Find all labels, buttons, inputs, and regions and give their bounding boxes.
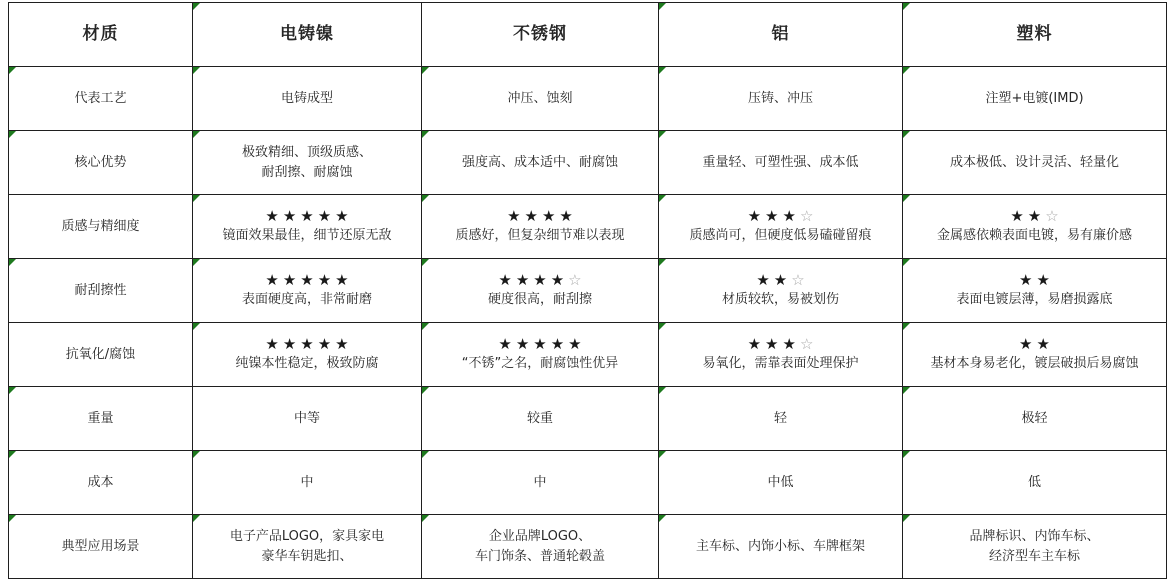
table-cell bbox=[903, 195, 1167, 259]
green-corner-flag-icon bbox=[903, 323, 910, 330]
star-empty-icon: ☆ bbox=[1045, 207, 1063, 226]
row-label-cell bbox=[9, 259, 193, 323]
green-corner-flag-icon bbox=[193, 323, 200, 330]
cell-text: 易氧化，需靠表面处理保护 bbox=[702, 356, 859, 372]
table-cell bbox=[659, 259, 903, 323]
green-corner-flag-icon bbox=[659, 323, 666, 330]
table-cell bbox=[422, 451, 659, 515]
cell-text: 质感尚可，但硬度低易磕碰留痕 bbox=[689, 228, 872, 244]
cell-text: 经济型车主车标 bbox=[988, 548, 1080, 564]
cell-text: 中低 bbox=[767, 474, 794, 490]
green-corner-flag-icon bbox=[193, 3, 200, 10]
green-corner-flag-icon bbox=[9, 515, 16, 522]
cell-text: 表面硬度高，非常耐磨 bbox=[241, 292, 372, 308]
row-label-cell bbox=[9, 195, 193, 259]
header-cell bbox=[903, 3, 1167, 67]
cell-text: “不锈”之名，耐腐蚀性优异 bbox=[461, 356, 619, 372]
green-corner-flag-icon bbox=[903, 3, 910, 10]
green-corner-flag-icon bbox=[422, 451, 429, 458]
table-cell bbox=[659, 387, 903, 451]
cell-text: 极致精细、顶级质感、 bbox=[241, 145, 372, 160]
star-filled-icon: ★★ bbox=[1019, 271, 1054, 290]
row-label: 重量 bbox=[87, 410, 114, 426]
green-corner-flag-icon bbox=[193, 451, 200, 458]
table-cell bbox=[193, 131, 422, 195]
table-cell bbox=[193, 387, 422, 451]
cell-text: 硬度很高，耐刮擦 bbox=[487, 292, 592, 308]
star-empty-icon: ☆ bbox=[799, 207, 818, 226]
table-cell bbox=[422, 259, 659, 323]
cell-text: 成本极低、设计灵活、轻量化 bbox=[949, 154, 1119, 170]
star-rating bbox=[494, 271, 585, 290]
header-label: 铝 bbox=[771, 23, 790, 44]
cell-text: 表面电镀层薄，易磨损露底 bbox=[956, 292, 1113, 308]
cell-text: 企业品牌LOGO、 bbox=[488, 529, 592, 544]
green-corner-flag-icon bbox=[659, 195, 666, 202]
table-cell bbox=[659, 195, 903, 259]
green-corner-flag-icon bbox=[659, 515, 666, 522]
green-corner-flag-icon bbox=[193, 515, 200, 522]
green-corner-flag-icon bbox=[422, 387, 429, 394]
star-filled-icon: ★★★ bbox=[747, 335, 800, 354]
table-cell bbox=[422, 195, 659, 259]
table-cell bbox=[903, 131, 1167, 195]
table-cell bbox=[659, 67, 903, 131]
star-filled-icon: ★★★★ bbox=[498, 271, 569, 290]
row-label: 成本 bbox=[87, 474, 114, 490]
table-cell bbox=[422, 323, 659, 387]
star-empty-icon: ☆ bbox=[799, 335, 818, 354]
table-cell bbox=[903, 259, 1167, 323]
cell-text: 强度高、成本适中、耐腐蚀 bbox=[461, 154, 618, 170]
row-label-cell bbox=[9, 515, 193, 579]
cell-text: 电铸成型 bbox=[280, 90, 333, 106]
row-label-cell bbox=[9, 67, 193, 131]
cell-text: 金属感依赖表面电镀，易有廉价感 bbox=[936, 228, 1132, 244]
star-filled-icon: ★★★ bbox=[747, 207, 800, 226]
green-corner-flag-icon bbox=[903, 131, 910, 138]
cell-text: 镜面效果最佳，细节还原无敌 bbox=[222, 228, 392, 244]
green-corner-flag-icon bbox=[903, 67, 910, 74]
table-cell bbox=[903, 451, 1167, 515]
cell-text: 电子产品LOGO，家具家电 bbox=[229, 529, 385, 544]
row-label: 抗氧化/腐蚀 bbox=[65, 346, 136, 362]
cell-text: 基材本身易老化，镀层破损后易腐蚀 bbox=[930, 356, 1139, 372]
green-corner-flag-icon bbox=[422, 131, 429, 138]
cell-text: 较重 bbox=[526, 410, 553, 426]
cell-text: 主车标、内饰小标、车牌框架 bbox=[695, 538, 865, 554]
table-cell bbox=[193, 451, 422, 515]
table-cell bbox=[903, 67, 1167, 131]
row-label: 核心优势 bbox=[74, 154, 127, 170]
star-empty-icon: ☆ bbox=[791, 271, 809, 290]
star-rating bbox=[744, 207, 818, 226]
star-filled-icon: ★★★★★ bbox=[265, 271, 353, 290]
star-empty-icon: ☆ bbox=[568, 271, 586, 290]
table-cell bbox=[193, 515, 422, 579]
cell-text: 中 bbox=[533, 474, 547, 490]
green-corner-flag-icon bbox=[903, 195, 910, 202]
cell-text: 车门饰条、普通轮毂盖 bbox=[474, 548, 605, 564]
cell-text: 低 bbox=[1027, 474, 1041, 490]
cell-text: 耐刮擦、耐腐蚀 bbox=[261, 164, 353, 180]
cell-text: 压铸、冲压 bbox=[747, 90, 813, 106]
material-comparison-table bbox=[8, 2, 1167, 579]
green-corner-flag-icon bbox=[659, 3, 666, 10]
star-rating bbox=[261, 207, 352, 226]
star-rating bbox=[1015, 271, 1054, 290]
star-rating bbox=[1006, 207, 1062, 226]
cell-text: 重量轻、可塑性强、成本低 bbox=[702, 154, 859, 170]
green-corner-flag-icon bbox=[903, 515, 910, 522]
header-label: 电铸镍 bbox=[280, 23, 334, 44]
green-corner-flag-icon bbox=[422, 259, 429, 266]
green-corner-flag-icon bbox=[903, 451, 910, 458]
header-cell bbox=[659, 3, 903, 67]
row-label-cell bbox=[9, 387, 193, 451]
green-corner-flag-icon bbox=[422, 323, 429, 330]
row-label: 质感与精细度 bbox=[61, 218, 140, 234]
row-label-cell bbox=[9, 451, 193, 515]
green-corner-flag-icon bbox=[193, 131, 200, 138]
star-filled-icon: ★★ bbox=[1010, 207, 1046, 226]
row-label: 耐刮擦性 bbox=[74, 282, 127, 298]
cell-text: 材质较软，易被划伤 bbox=[721, 292, 839, 308]
table-cell bbox=[422, 387, 659, 451]
table-cell bbox=[193, 259, 422, 323]
star-filled-icon: ★★★★★ bbox=[498, 335, 586, 354]
table-cell bbox=[193, 195, 422, 259]
star-rating bbox=[503, 207, 577, 226]
header-label: 不锈钢 bbox=[513, 23, 567, 44]
star-rating bbox=[752, 271, 808, 290]
cell-text: 品牌标识、内饰车标、 bbox=[969, 529, 1100, 544]
row-label: 典型应用场景 bbox=[61, 538, 140, 554]
table-cell bbox=[422, 515, 659, 579]
green-corner-flag-icon bbox=[659, 131, 666, 138]
cell-text: 轻 bbox=[773, 410, 787, 426]
table-cell bbox=[193, 323, 422, 387]
green-corner-flag-icon bbox=[659, 451, 666, 458]
green-corner-flag-icon bbox=[903, 387, 910, 394]
green-corner-flag-icon bbox=[193, 195, 200, 202]
header-cell bbox=[193, 3, 422, 67]
header-label: 塑料 bbox=[1016, 23, 1053, 44]
table-cell bbox=[659, 131, 903, 195]
header-cell bbox=[422, 3, 659, 67]
green-corner-flag-icon bbox=[193, 67, 200, 74]
green-corner-flag-icon bbox=[659, 259, 666, 266]
cell-text: 中等 bbox=[293, 410, 320, 426]
table-cell bbox=[422, 67, 659, 131]
green-corner-flag-icon bbox=[422, 515, 429, 522]
cell-text: 注塑+电镀(IMD) bbox=[985, 90, 1084, 106]
cell-text: 极轻 bbox=[1021, 410, 1048, 426]
green-corner-flag-icon bbox=[193, 259, 200, 266]
star-rating bbox=[494, 335, 585, 354]
table-cell bbox=[659, 451, 903, 515]
table-cell bbox=[903, 323, 1167, 387]
cell-text: 冲压、蚀刻 bbox=[507, 90, 573, 106]
green-corner-flag-icon bbox=[422, 195, 429, 202]
star-filled-icon: ★★★★★ bbox=[265, 335, 353, 354]
table-cell bbox=[193, 67, 422, 131]
cell-text: 中 bbox=[300, 474, 314, 490]
table-cell bbox=[422, 131, 659, 195]
green-corner-flag-icon bbox=[9, 387, 16, 394]
cell-text: 豪华车钥匙扣、 bbox=[261, 548, 353, 564]
cell-text: 纯镍本性稳定，极致防腐 bbox=[235, 356, 379, 372]
cell-text: 质感好，但复杂细节难以表现 bbox=[455, 228, 625, 244]
green-corner-flag-icon bbox=[9, 67, 16, 74]
star-rating bbox=[1015, 335, 1054, 354]
star-rating bbox=[261, 271, 352, 290]
green-corner-flag-icon bbox=[9, 451, 16, 458]
row-label-cell bbox=[9, 323, 193, 387]
row-label: 代表工艺 bbox=[74, 90, 127, 106]
header-label: 材质 bbox=[82, 23, 119, 44]
star-filled-icon: ★★★★★ bbox=[265, 207, 353, 226]
table-cell bbox=[903, 515, 1167, 579]
star-rating bbox=[744, 335, 818, 354]
star-filled-icon: ★★ bbox=[756, 271, 792, 290]
table-cell bbox=[903, 387, 1167, 451]
table-cell bbox=[659, 515, 903, 579]
green-corner-flag-icon bbox=[659, 387, 666, 394]
header-cell-material bbox=[9, 3, 193, 67]
star-filled-icon: ★★★★ bbox=[507, 207, 577, 226]
green-corner-flag-icon bbox=[903, 259, 910, 266]
star-filled-icon: ★★ bbox=[1019, 335, 1054, 354]
table-cell bbox=[659, 323, 903, 387]
star-rating bbox=[261, 335, 352, 354]
green-corner-flag-icon bbox=[9, 131, 16, 138]
row-label-cell bbox=[9, 131, 193, 195]
green-corner-flag-icon bbox=[659, 67, 666, 74]
green-corner-flag-icon bbox=[422, 67, 429, 74]
green-corner-flag-icon bbox=[9, 259, 16, 266]
